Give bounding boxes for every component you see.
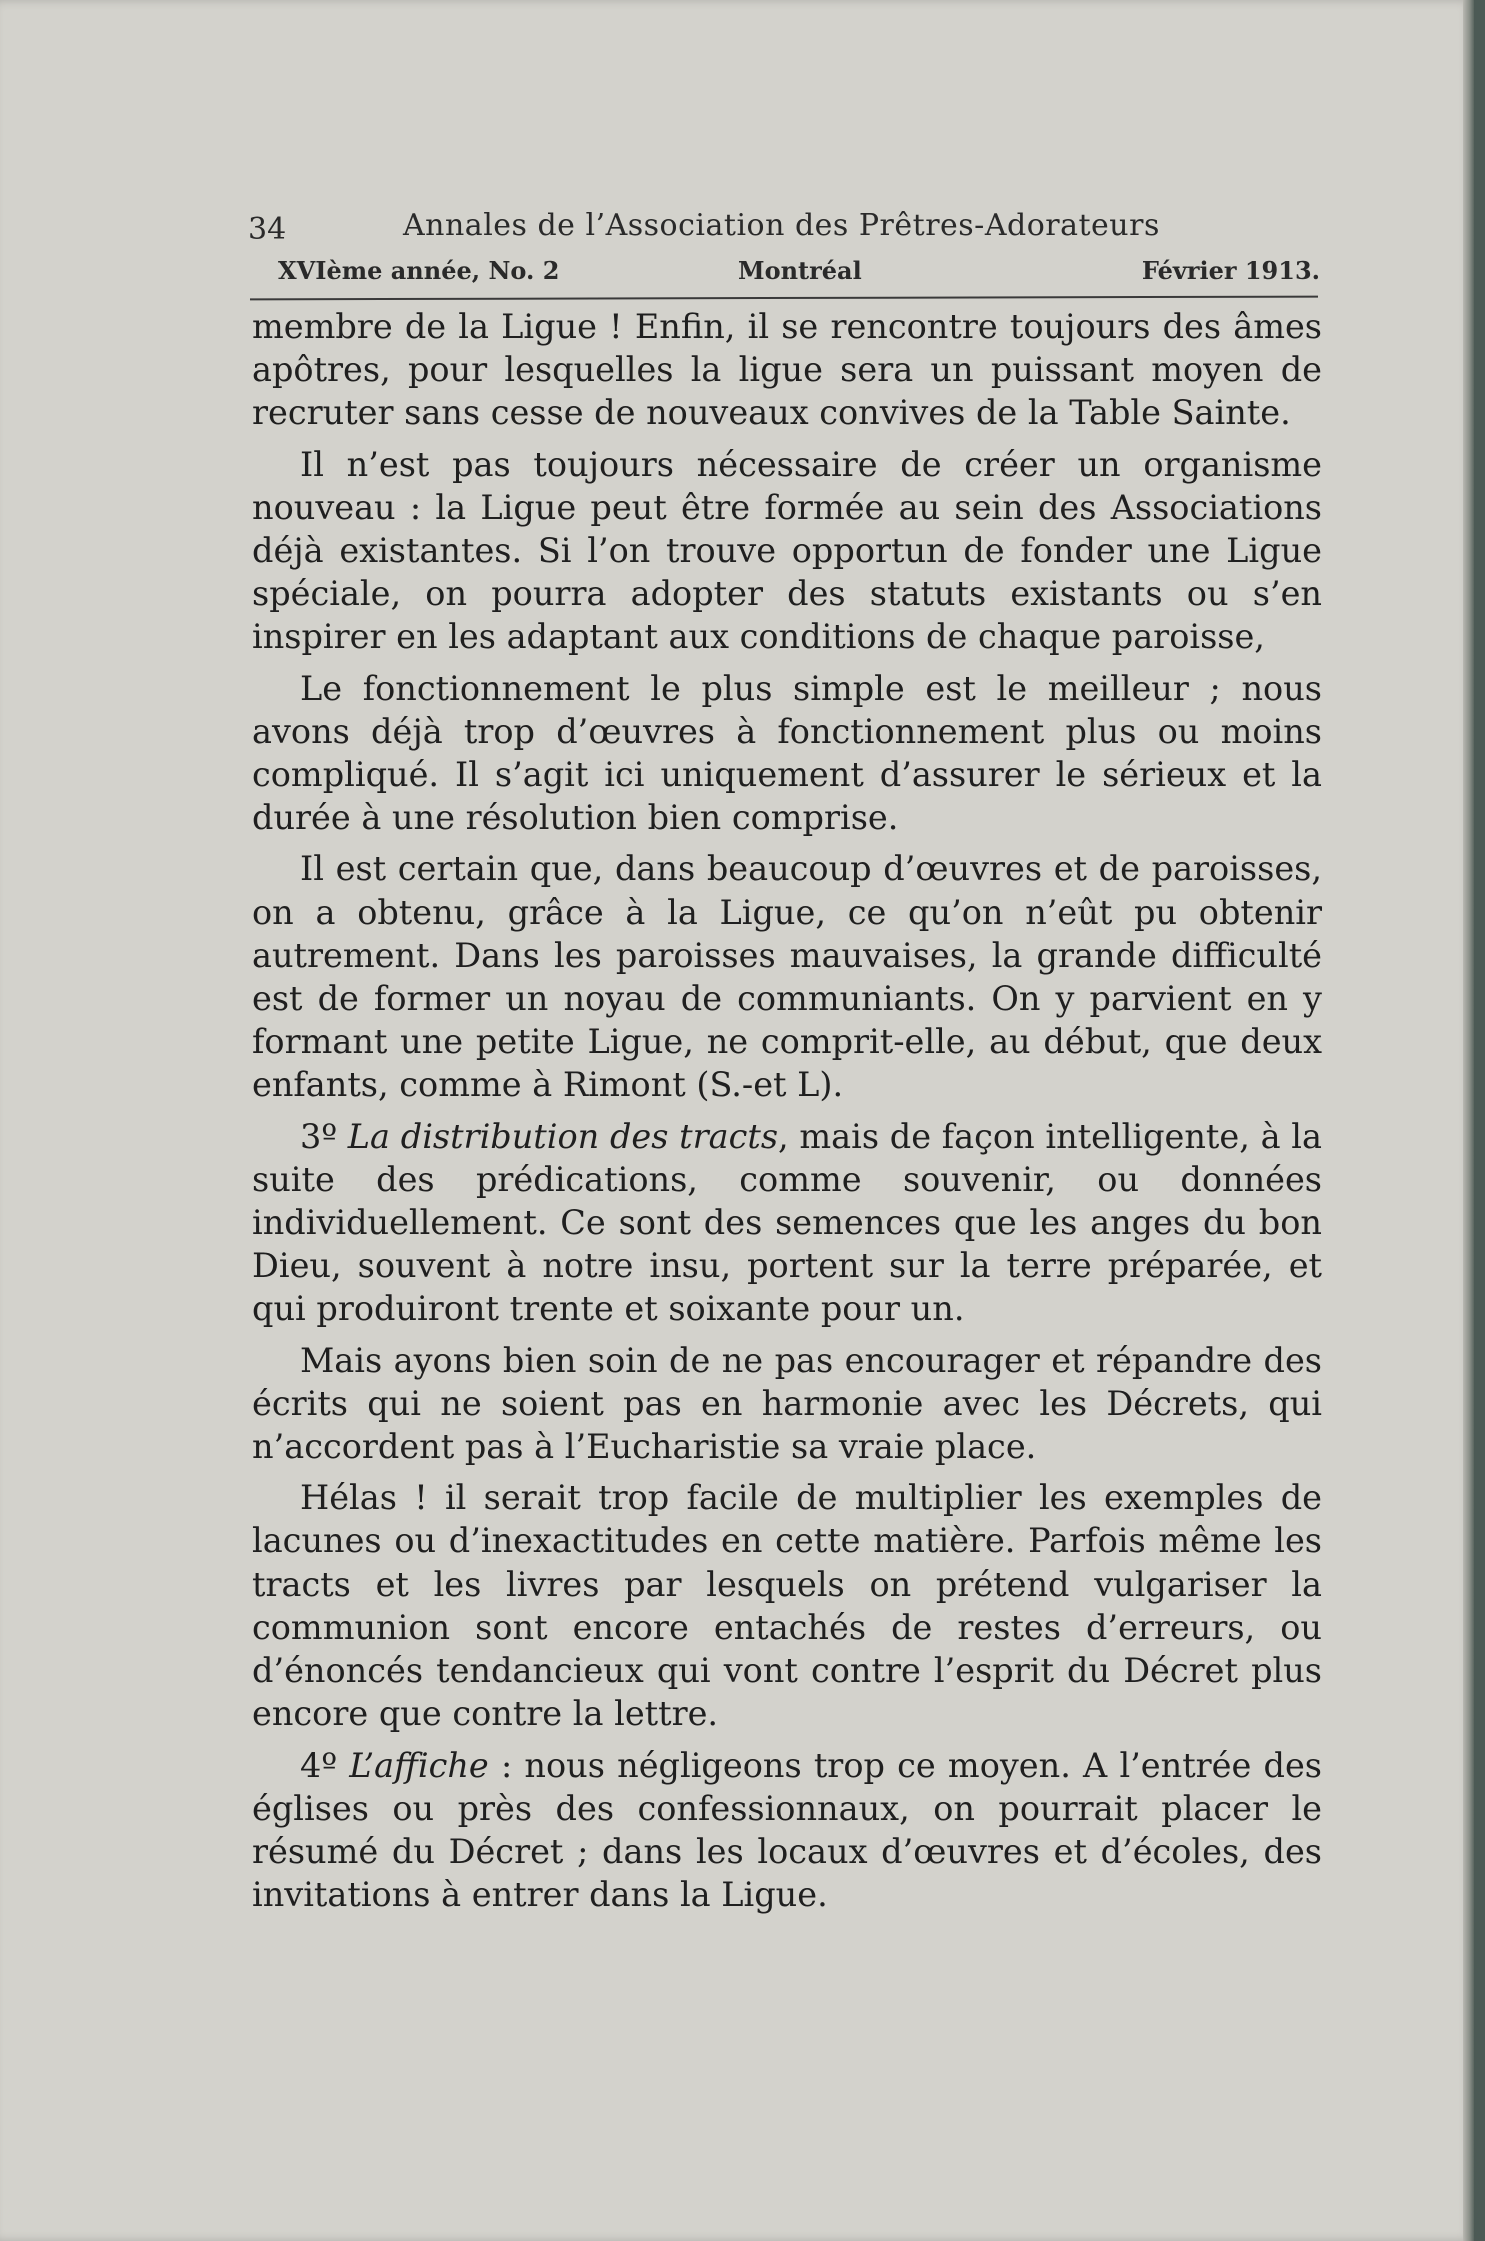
body-text [252,305,1322,1924]
page-number: 34 [248,212,287,247]
header-title-line [248,202,1320,252]
paragraph-3 [252,667,1322,840]
paragraph-text: Hélas ! il serait trop facile de multiplier les exemples de lacunes ou d’inexactitudes en cette matière. Parfois même les tracts et les livres par lesquels on prétend vulgariser la communion sont encore entachés de restes d’erreurs, ou d’énoncés tendancieux qui vont contre l’esprit du Décret plus encore que contre la lettre. [252,1478,1322,1734]
paragraph-text: Mais ayons bien soin de ne pas encourager et répandre des écrits qui ne soient pas en harmonie avec les Décrets, qui n’accordent pas à l’Eucharistie sa vraie place. [252,1340,1322,1467]
paragraph-5 [252,1115,1322,1331]
paragraph-1 [252,305,1322,435]
running-title: Annales de l’Association des Prêtres-Adorateurs [403,208,1160,243]
paragraph-6 [252,1339,1322,1469]
issue-date: Février 1913. [1141,256,1320,285]
issue-city: Montréal [738,256,862,285]
header-rule [250,296,1318,301]
paragraph-8 [252,1744,1322,1917]
list-number: 4º [300,1745,350,1785]
section-heading: La distribution des tracts [347,1116,779,1156]
paragraph-text: : nous négligeons trop ce moyen. A l’entrée des églises ou près des confessionnaux, on pourrait placer le résumé du Décret ; dans les locaux d’œuvres et d’écoles, des invitations à entrer dans la Ligue. [252,1745,1322,1915]
paragraph-7 [252,1476,1322,1735]
issue-volume: XVIème année, No. 2 [278,256,560,285]
paragraph-4 [252,847,1322,1106]
paragraph-text: Le fonctionnement le plus simple est le meilleur ; nous avons déjà trop d’œuvres à fonctionnement plus ou moins compliqué. Il s’agit ici uniquement d’assurer le sérieux et la durée à une résolution bien comprise. [252,668,1322,838]
paragraph-2 [252,443,1322,659]
page-header [248,202,1320,288]
list-number: 3º [300,1116,348,1156]
paragraph-text: Il est certain que, dans beaucoup d’œuvres et de paroisses, on a obtenu, grâce à la Ligue, ce qu’on n’eût pu obtenir autrement. Dans les paroisses mauvaises, la grande difficulté est de former un noyau de communiants. On y parvient en y formant une petite Ligue, ne comprit-elle, au début, que deux enfants, comme à Rimont (S.-et L). [252,849,1322,1105]
paragraph-text: membre de la Ligue ! Enfin, il se rencontre toujours des âmes apôtres, pour lesquelles la ligue sera un puissant moyen de recruter sans cesse de nouveaux convives de la Table Sainte. [252,307,1322,433]
page-edge [1463,0,1474,2241]
paragraph-text: , mais de façon intelligente, à la suite des prédications, comme souvenir, ou données individuellement. Ce sont des semences que les anges du bon Dieu, souvent à notre insu, portent sur la terre préparée, et qui produiront trente et soixante pour un. [252,1116,1322,1329]
section-heading: L’affiche [349,1745,489,1785]
header-issue-line [248,252,1320,288]
paragraph-text: Il n’est pas toujours nécessaire de créer un organisme nouveau : la Ligue peut être formée au sein des Associations déjà existantes. Si l’on trouve opportun de fonder une Ligue spéciale, on pourra adopter des statuts existants ou s’en inspirer en les adaptant aux conditions de chaque paroisse, [252,444,1322,657]
